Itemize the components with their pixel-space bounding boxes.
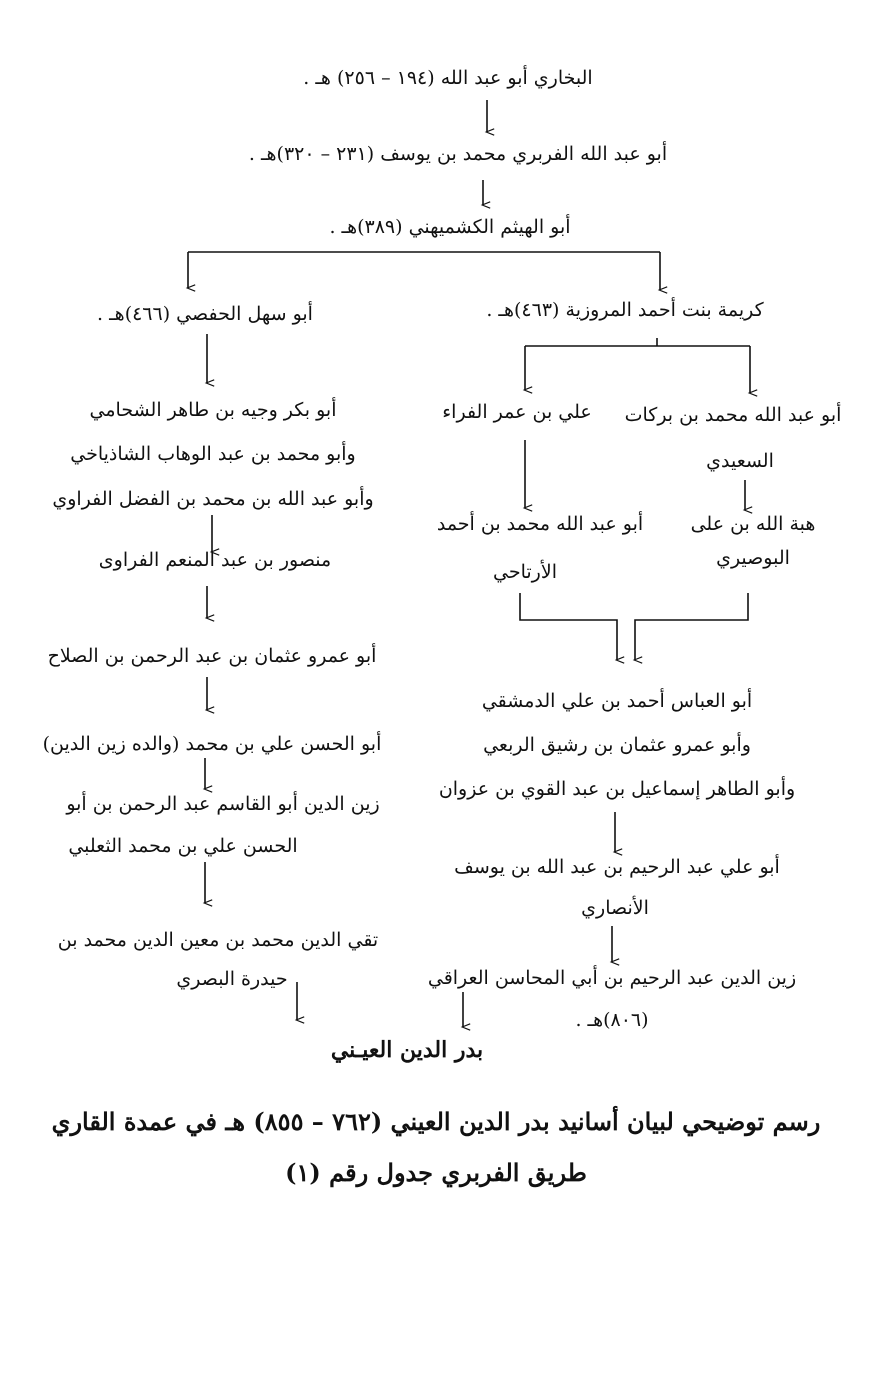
node-farawi: منصور بن عبد المنعم الفراوى [98, 549, 332, 571]
node-bukhari: البخاري أبو عبد الله (١٩٤ – ٢٥٦) هـ . [303, 67, 593, 89]
caption-line1: رسم توضيحي لبيان أسانيد بدر الدين العيني (٧٦٢ – ٨٥٥) هـ في عمدة القاري [51, 1107, 821, 1136]
node-aini: بدر الدين العيـني [330, 1037, 484, 1063]
node-thalabi-line1: زين الدين أبو القاسم عبد الرحمن بن أبو [66, 793, 380, 815]
node-saidi-line2: السعيدي [706, 450, 774, 472]
node-basri-line2: حيدرة البصري [176, 968, 288, 990]
node-shahhami-line2: وأبو محمد بن عبد الوهاب الشاذياخي [70, 443, 356, 465]
merge-artahi [520, 593, 617, 660]
node-abulhasan: أبو الحسن علي بن محمد (والده زين الدين) [42, 733, 382, 755]
node-farra: علي بن عمر الفراء [442, 401, 592, 423]
node-karima: كريمة بنت أحمد المروزية (٤٦٣)هـ . [486, 299, 764, 321]
node-salah: أبو عمرو عثمان بن عبد الرحمن بن الصلاح [47, 645, 377, 667]
node-shahhami-line3: وأبو عبد الله بن محمد بن الفضل الفراوي [52, 488, 374, 510]
node-dimashqi-line1: أبو العباس أحمد بن علي الدمشقي [481, 690, 753, 712]
node-basri-line1: تقي الدين محمد بن معين الدين محمد بن [57, 929, 379, 951]
node-ansari-line2: الأنصاري [581, 897, 649, 919]
node-iraqi-line2: (٨٠٦)هـ . [575, 1009, 649, 1031]
node-shahhami-line1: أبو بكر وجيه بن طاهر الشحامي [89, 399, 337, 421]
node-artahi-line2: الأرتاحي [493, 561, 557, 583]
node-busiri-line2: البوصيري [716, 547, 790, 569]
caption-line2: طريق الفربري جدول رقم (١) [285, 1158, 587, 1187]
node-dimashqi-line3: وأبو الطاهر إسماعيل بن عبد القوي بن عزوان [438, 778, 796, 800]
node-hafsi: أبو سهل الحفصي (٤٦٦)هـ . [97, 303, 313, 325]
node-saidi-line1: أبو عبد الله محمد بن بركات [624, 404, 842, 426]
node-thalabi-line2: الحسن علي بن محمد الثعلبي [68, 835, 298, 857]
node-artahi-line1: أبو عبد الله محمد بن أحمد [436, 513, 644, 535]
node-dimashqi-line2: وأبو عمرو عثمان بن رشيق الربعي [483, 734, 751, 756]
merge-busiri [635, 593, 748, 660]
node-iraqi-line1: زين الدين عبد الرحيم بن أبي المحاسن العراقي [427, 967, 797, 989]
node-ansari-line1: أبو علي عبد الرحيم بن عبد الله بن يوسف [454, 856, 780, 878]
node-firabri: أبو عبد الله الفربري محمد بن يوسف (٢٣١ – ٣٢٠)هـ . [248, 143, 668, 165]
node-kushmihani: أبو الهيثم الكشميهني (٣٨٩)هـ . [329, 216, 571, 238]
node-busiri-line1: هبة الله بن على [690, 513, 816, 535]
